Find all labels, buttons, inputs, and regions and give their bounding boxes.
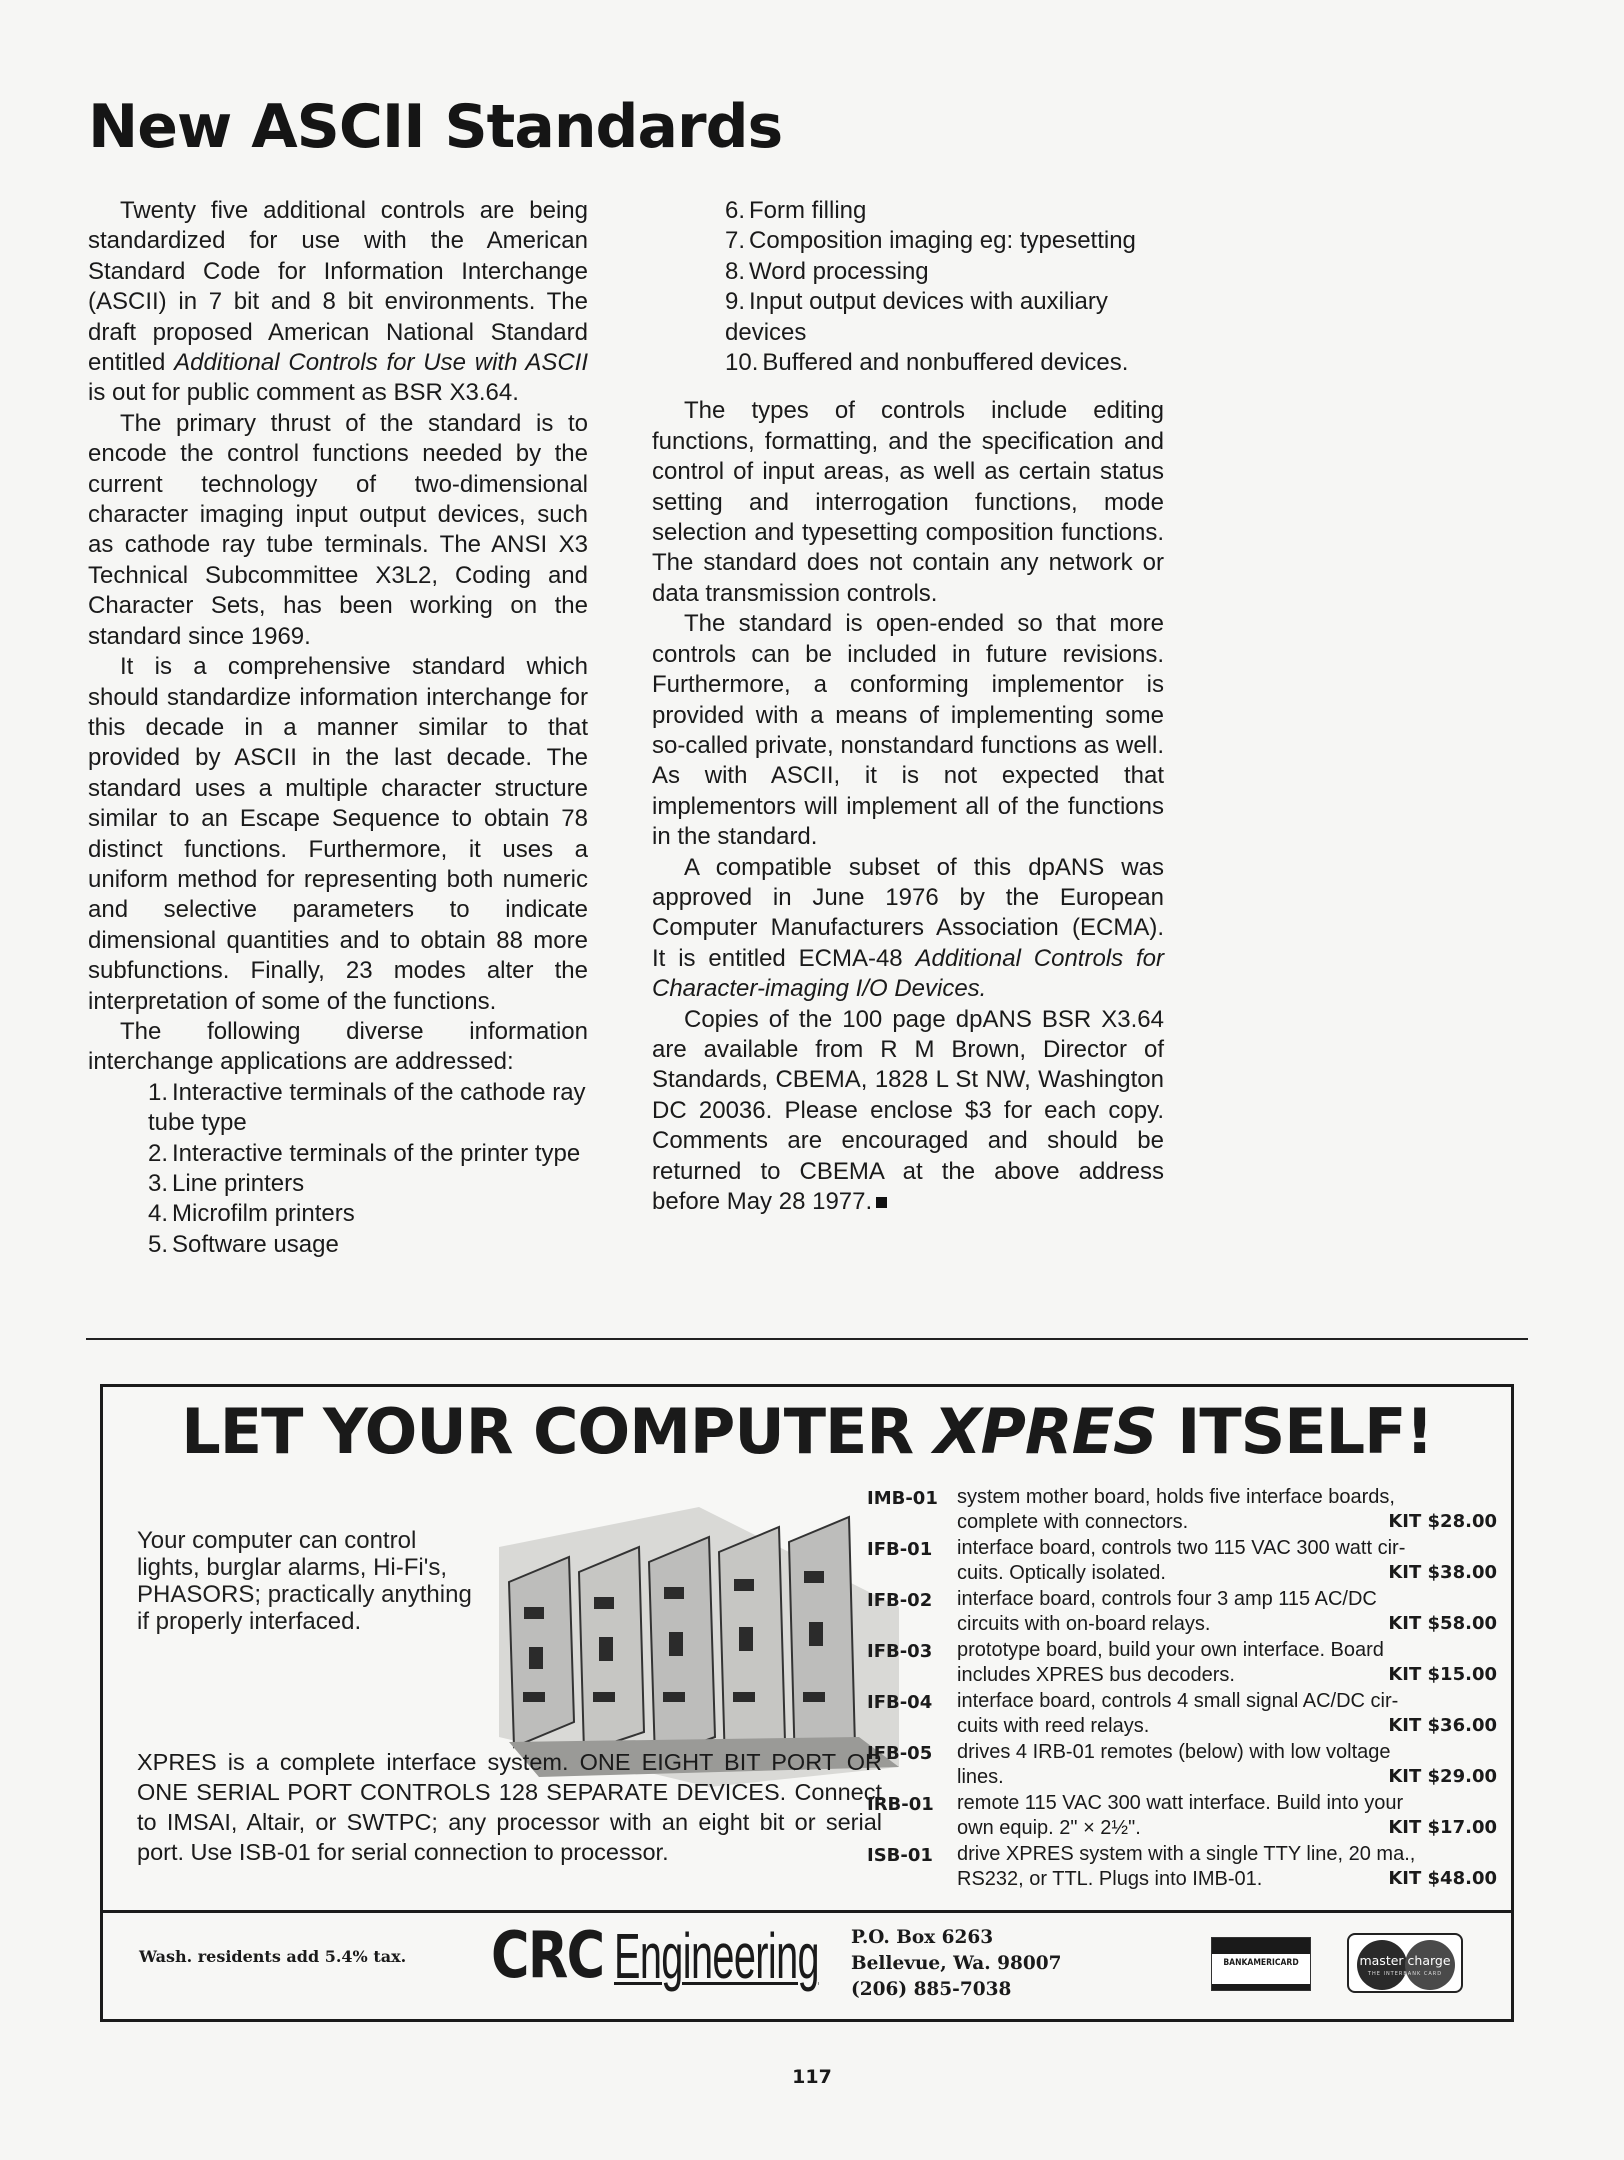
product-description: drives 4 IRB-01 remotes (below) with low voltage: [957, 1741, 1391, 1763]
ad-system-description: XPRES is a complete interface system. ONE EIGHT BIT PORT OR ONE SERIAL PORT CONTROLS 128 SEPARATE DEVICES. Connect to IMSAI, Altair, or SWTPC; any processor with an eight bit or serial port. Use ISB-01 for serial connection to processor.: [137, 1749, 882, 1865]
ad-headline: LET YOUR COMPUTER XPRES ITSELF!: [181, 1395, 1433, 1468]
product-item: [867, 1485, 1497, 1534]
applications-list: [88, 1078, 588, 1260]
article-paragraph: The standard is open-ended so that more controls can be included in future revisions. Furthermore, a conforming implementor is provided with a means of implementing some so-called private, nonstandard functions as well. As with ASCII, it is not expected that implementors will implement all of the functions in the standard.: [652, 610, 1164, 851]
product-price: KIT $58.00: [1388, 1612, 1497, 1634]
article-paragraph: It is a comprehensive standard which should standardize information interchange for this decade in a manner similar to that provided by ASCII in the last decade. The standard uses a multiple character structure similar to an Escape Sequence to obtain 78 distinct functions. Furthermore, it uses a uniform method for representing both numeric and selective parameters to indicate dimensional quantities and to obtain 88 more subfunctions. Finally, 23 modes alter the interpretation of some of the functions.: [88, 653, 588, 1015]
list-item: 1. Interactive terminals of the cathode ray tube type: [148, 1078, 586, 1137]
product-description-cont: cuits with reed relays.: [957, 1714, 1150, 1737]
product-code: IRB-01: [867, 1794, 934, 1815]
list-item: 6. Form filling: [725, 197, 867, 224]
product-price: KIT $28.00: [1388, 1510, 1497, 1532]
article-paragraph: The primary thrust of the standard is to encode the control functions needed by the current technology of two-dimensional character imaging input output devices, such as cathode ray tube terminals. The ANSI X3 Technical Subcommittee X3L2, Coding and Character Sets, has been working on the standard since 1969.: [88, 409, 588, 650]
product-description: drive XPRES system with a single TTY line, 20 ma.,: [957, 1843, 1416, 1865]
article-column-left: [88, 196, 588, 1260]
product-description: remote 115 VAC 300 watt interface. Build into your: [957, 1792, 1404, 1814]
circuit-boards-photo: [479, 1487, 909, 1787]
product-price: KIT $38.00: [1388, 1561, 1497, 1583]
product-item: [867, 1536, 1497, 1585]
advertisement-box: [100, 1384, 1514, 2022]
product-list: [867, 1485, 1497, 1893]
phone-number: (206) 885-7038: [851, 1979, 1012, 2000]
product-code: IFB-04: [867, 1692, 933, 1713]
product-description: prototype board, build your own interface. Board: [957, 1639, 1384, 1661]
mailing-address: [851, 1925, 1061, 2003]
product-code: IFB-03: [867, 1641, 933, 1662]
product-code: IMB-01: [867, 1488, 938, 1509]
product-description-cont: circuits with on-board relays.: [957, 1612, 1211, 1635]
tax-note: Wash. residents add 5.4% tax.: [139, 1947, 407, 1966]
page-number: 117: [792, 2066, 832, 2088]
product-description-cont: complete with connectors.: [957, 1510, 1189, 1533]
article-paragraph: Twenty five additional controls are being standardized for use with the American Standard Code for Information Interchange (ASCII) in 7 bit and 8 bit environments. The draft proposed American National Standard entitled Additional Controls for Use with ASCII is out for public comment as BSR X3.64.: [88, 197, 588, 407]
product-code: ISB-01: [867, 1845, 933, 1866]
logo-engineering: Engineering: [614, 1920, 820, 1992]
master-charge-logo: master charge THE INTERBANK CARD: [1347, 1933, 1463, 1993]
article-paragraph: Copies of the 100 page dpANS BSR X3.64 are available from R M Brown, Director of Standards, CBEMA, 1828 L St NW, Washington DC 20036. Please enclose $3 for each copy. Comments are encouraged and should be returned to CBEMA at the above address before May 28 1977.: [652, 1005, 1164, 1215]
product-item: [867, 1791, 1497, 1840]
article-title: New ASCII Standards: [88, 92, 783, 162]
product-code: IFB-01: [867, 1539, 933, 1560]
ad-footer-divider: [103, 1910, 1511, 1913]
product-description-cont: own equip. 2" × 2½".: [957, 1816, 1141, 1839]
address-line: Bellevue, Wa. 98007: [851, 1953, 1062, 1974]
list-item: 10. Buffered and nonbuffered devices.: [725, 349, 1129, 377]
section-divider: [86, 1338, 1528, 1340]
address-line: P.O. Box 6263: [851, 1927, 994, 1948]
product-price: KIT $36.00: [1388, 1714, 1497, 1736]
product-code: IFB-02: [867, 1590, 933, 1611]
bankamericard-logo: BANKAMERICARD: [1211, 1937, 1311, 1991]
product-code: IFB-05: [867, 1743, 933, 1764]
product-price: KIT $29.00: [1388, 1765, 1497, 1787]
list-item: 7. Composition imaging eg: typesetting: [725, 227, 1136, 255]
product-price: KIT $48.00: [1388, 1867, 1497, 1889]
product-description: interface board, controls 4 small signal AC/DC cir-: [957, 1690, 1399, 1712]
product-description: system mother board, holds five interface boards,: [957, 1486, 1395, 1508]
product-price: KIT $17.00: [1388, 1816, 1497, 1838]
list-item: 8. Word processing: [725, 257, 929, 285]
product-item: [867, 1638, 1497, 1687]
applications-list-continued: [652, 196, 1164, 378]
product-item: [867, 1689, 1497, 1738]
list-item: 9. Input output devices with auxiliary devices: [725, 288, 1108, 346]
product-description-cont: RS232, or TTL. Plugs into IMB-01.: [957, 1867, 1263, 1890]
product-item: [867, 1842, 1497, 1891]
article-paragraph: A compatible subset of this dpANS was approved in June 1976 by the European Computer Manufacturers Association (ECMA). It is entitled ECMA-48 Additional Controls for Character-imaging I/O Devices.: [652, 853, 1164, 1003]
product-price: KIT $15.00: [1388, 1663, 1497, 1685]
product-description: interface board, controls four 3 amp 115 AC/DC: [957, 1588, 1377, 1610]
product-item: [867, 1587, 1497, 1636]
list-item: 4. Microfilm printers: [148, 1200, 355, 1228]
standard-title: Additional Controls for Use with ASCII: [174, 349, 588, 377]
article-column-right: [652, 196, 1164, 1217]
list-item: 3. Line printers: [148, 1170, 305, 1197]
logo-crc: CRC: [491, 1919, 604, 1993]
product-description: interface board, controls two 115 VAC 300 watt cir-: [957, 1537, 1406, 1559]
product-description-cont: lines.: [957, 1765, 1004, 1788]
product-item: [867, 1740, 1497, 1789]
list-item: 2. Interactive terminals of the printer type: [148, 1139, 581, 1167]
list-item: 5. Software usage: [148, 1230, 339, 1258]
product-description-cont: includes XPRES bus decoders.: [957, 1663, 1235, 1686]
end-mark-icon: [876, 1197, 887, 1208]
article-paragraph: The types of controls include editing functions, formatting, and the specification and control of input areas, as well as certain status setting and interrogation functions, mode selection and typesetting composition functions. The standard does not contain any network or data transmission controls.: [652, 397, 1164, 607]
article-paragraph: The following diverse information interchange applications are addressed:: [88, 1017, 588, 1076]
ecma-title: Additional Controls for Character-imaging I/O Devices.: [652, 944, 1164, 1003]
product-description-cont: cuits. Optically isolated.: [957, 1561, 1166, 1584]
ad-pitch: Your computer can control lights, burglar alarms, Hi-Fi's, PHASORS; practically anything if properly interfaced.: [137, 1527, 472, 1635]
